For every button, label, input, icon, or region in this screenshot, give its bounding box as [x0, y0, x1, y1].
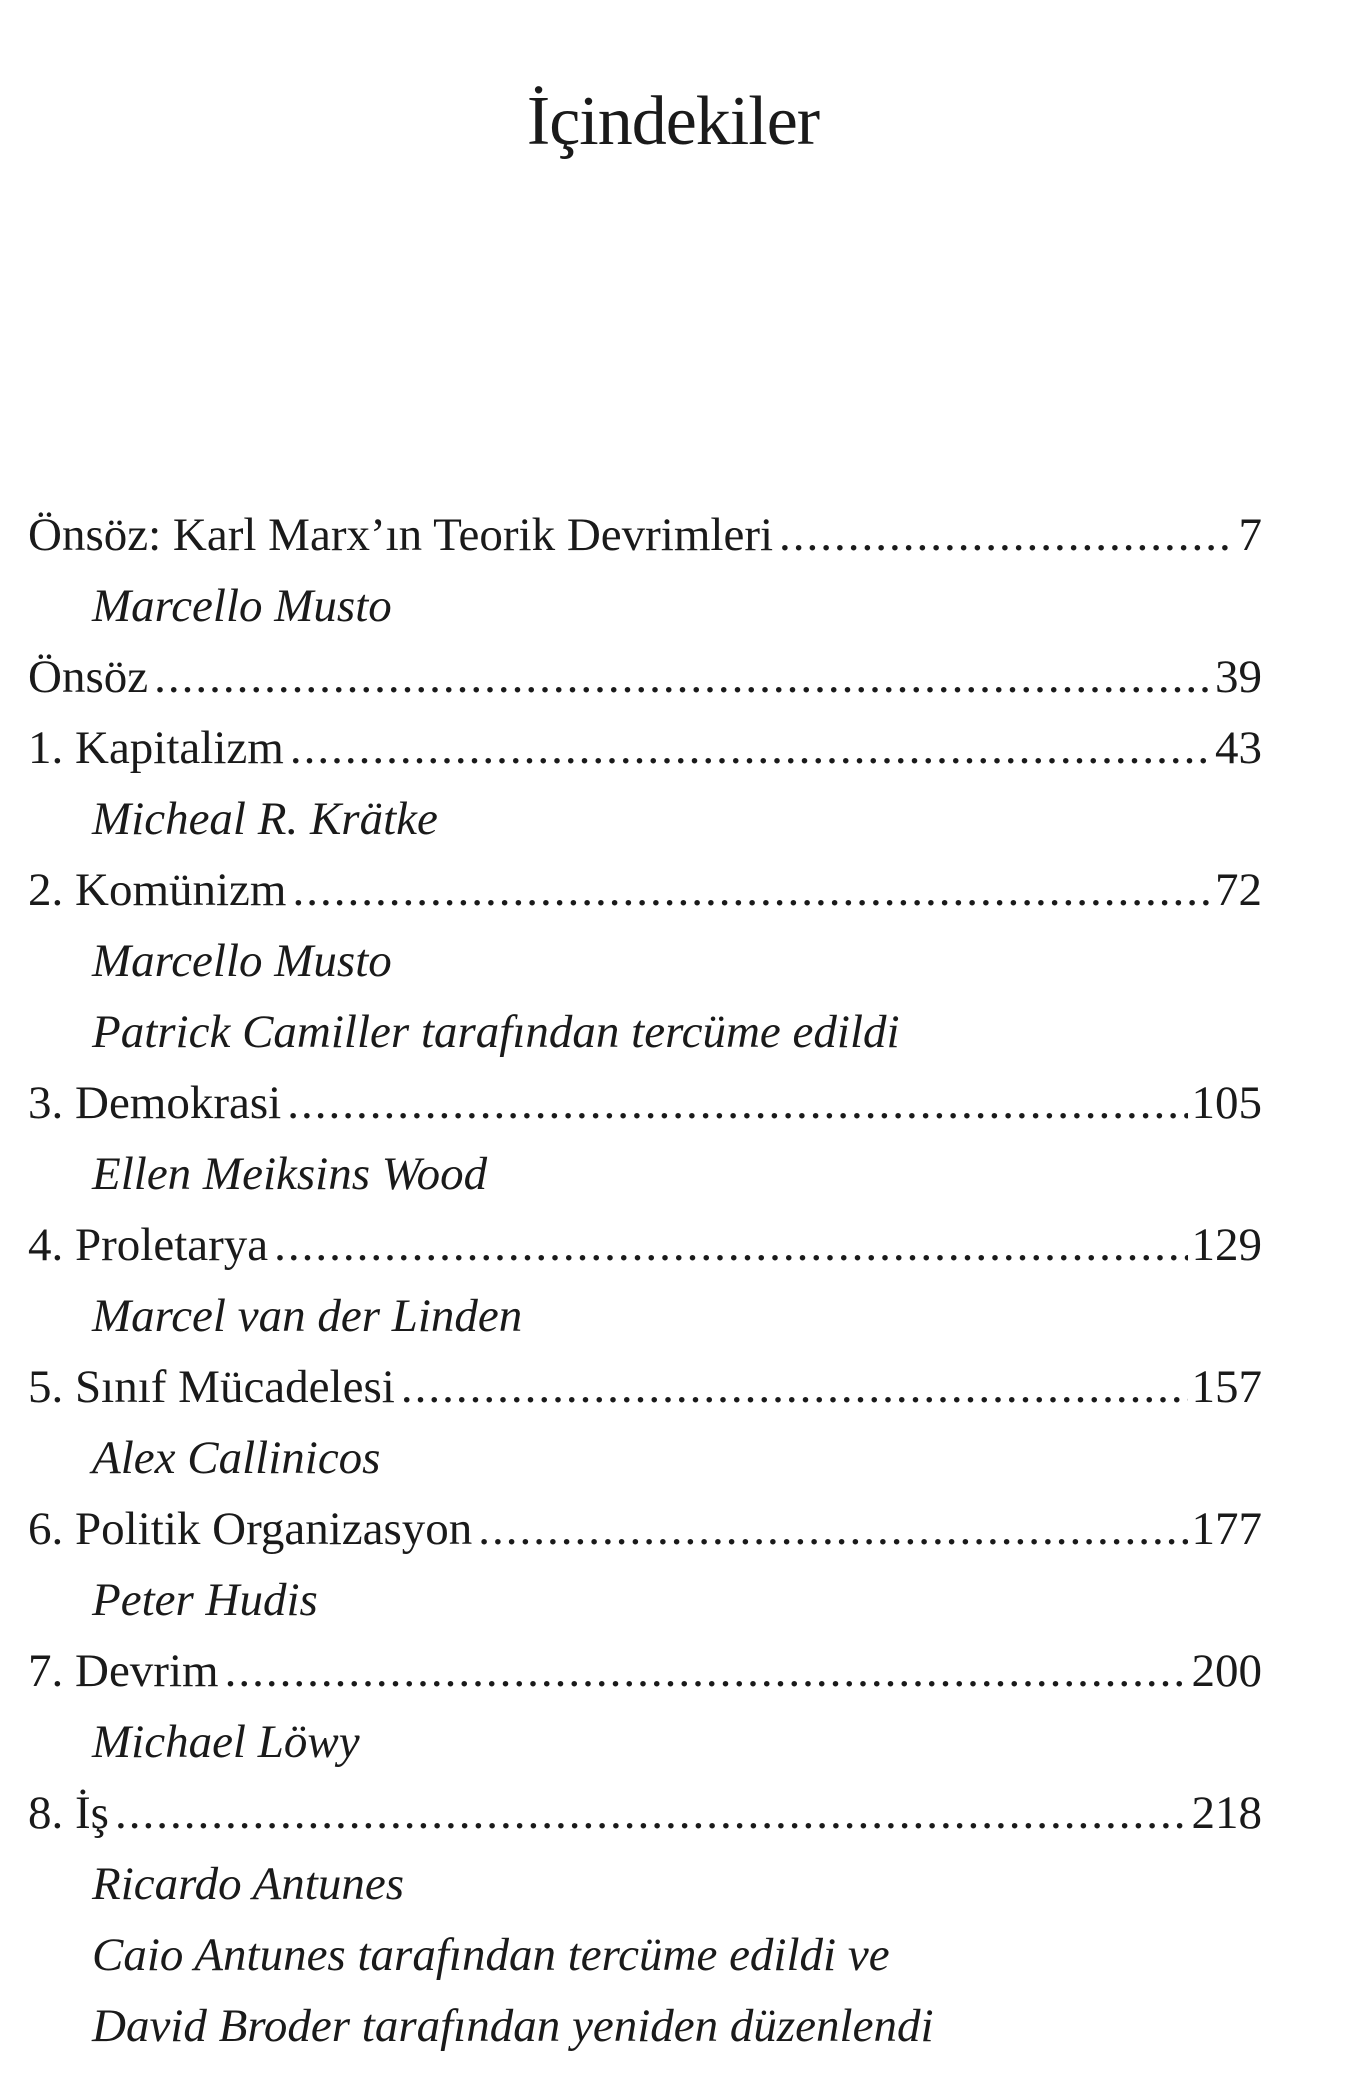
toc-author: Micheal R. Krätke	[92, 793, 438, 845]
toc-author: Marcello Musto	[92, 935, 392, 987]
dot-leader	[287, 1068, 1187, 1139]
toc-page-number: 129	[1191, 1219, 1262, 1271]
dot-leader	[401, 1352, 1188, 1423]
dot-leader	[154, 642, 1211, 713]
toc-entry[interactable]	[28, 1068, 1262, 1139]
toc-entry-title: 4. Proletarya	[28, 1219, 269, 1271]
dot-leader	[115, 1778, 1188, 1849]
toc-translator-note: Patrick Camiller tarafından tercüme edildi	[92, 1006, 900, 1058]
toc-author: Michael Löwy	[92, 1716, 360, 1768]
toc-entry-title: Önsöz	[28, 651, 149, 703]
toc-entry[interactable]	[28, 1210, 1262, 1281]
toc-author: Alex Callinicos	[92, 1432, 381, 1484]
toc-page-number: 105	[1191, 1077, 1262, 1129]
dot-leader	[274, 1210, 1187, 1281]
toc-entry-title: Önsöz: Karl Marx’ın Teorik Devrimleri	[28, 509, 774, 561]
toc-translator-note: Caio Antunes tarafından tercüme edildi ve	[92, 1929, 890, 1981]
toc-page-number: 177	[1191, 1503, 1262, 1555]
toc-entry[interactable]	[28, 1636, 1262, 1707]
toc-author: Ricardo Antunes	[92, 1858, 404, 1910]
toc-entry[interactable]	[28, 855, 1262, 926]
toc-author: Marcello Musto	[92, 580, 392, 632]
toc-entry[interactable]	[28, 713, 1262, 784]
toc-author: Ellen Meiksins Wood	[92, 1148, 488, 1200]
toc-page-number: 72	[1215, 864, 1262, 916]
toc-entry[interactable]	[28, 500, 1262, 571]
toc-entry-title: 6. Politik Organizasyon	[28, 1503, 473, 1555]
toc-page-number: 39	[1215, 651, 1262, 703]
toc-entry[interactable]	[28, 1352, 1262, 1423]
toc-entry-title: 8. İş	[28, 1787, 109, 1839]
dot-leader	[290, 713, 1211, 784]
toc-entry-title: 1. Kapitalizm	[28, 722, 284, 774]
toc-page-number: 43	[1215, 722, 1262, 774]
page-title: İçindekiler	[526, 82, 820, 160]
toc-entry-title: 5. Sınıf Mücadelesi	[28, 1361, 395, 1413]
toc-editor-note: David Broder tarafından yeniden düzenlendi	[92, 2000, 934, 2052]
toc-entry[interactable]	[28, 1494, 1262, 1565]
toc-author: Peter Hudis	[92, 1574, 318, 1626]
dot-leader	[779, 500, 1234, 571]
dot-leader	[478, 1494, 1187, 1565]
toc-entry[interactable]	[28, 642, 1262, 713]
table-of-contents	[28, 500, 1262, 2062]
toc-entry-title: 2. Komünizm	[28, 864, 287, 916]
toc-entry-title: 7. Devrim	[28, 1645, 219, 1697]
toc-entry-title: 3. Demokrasi	[28, 1077, 282, 1129]
toc-page-number: 200	[1191, 1645, 1262, 1697]
toc-author: Marcel van der Linden	[92, 1290, 523, 1342]
toc-page-number: 218	[1191, 1787, 1262, 1839]
dot-leader	[292, 855, 1211, 926]
dot-leader	[225, 1636, 1188, 1707]
toc-entry[interactable]	[28, 1778, 1262, 1849]
toc-page-number: 7	[1238, 509, 1262, 561]
toc-page-number: 157	[1191, 1361, 1262, 1413]
